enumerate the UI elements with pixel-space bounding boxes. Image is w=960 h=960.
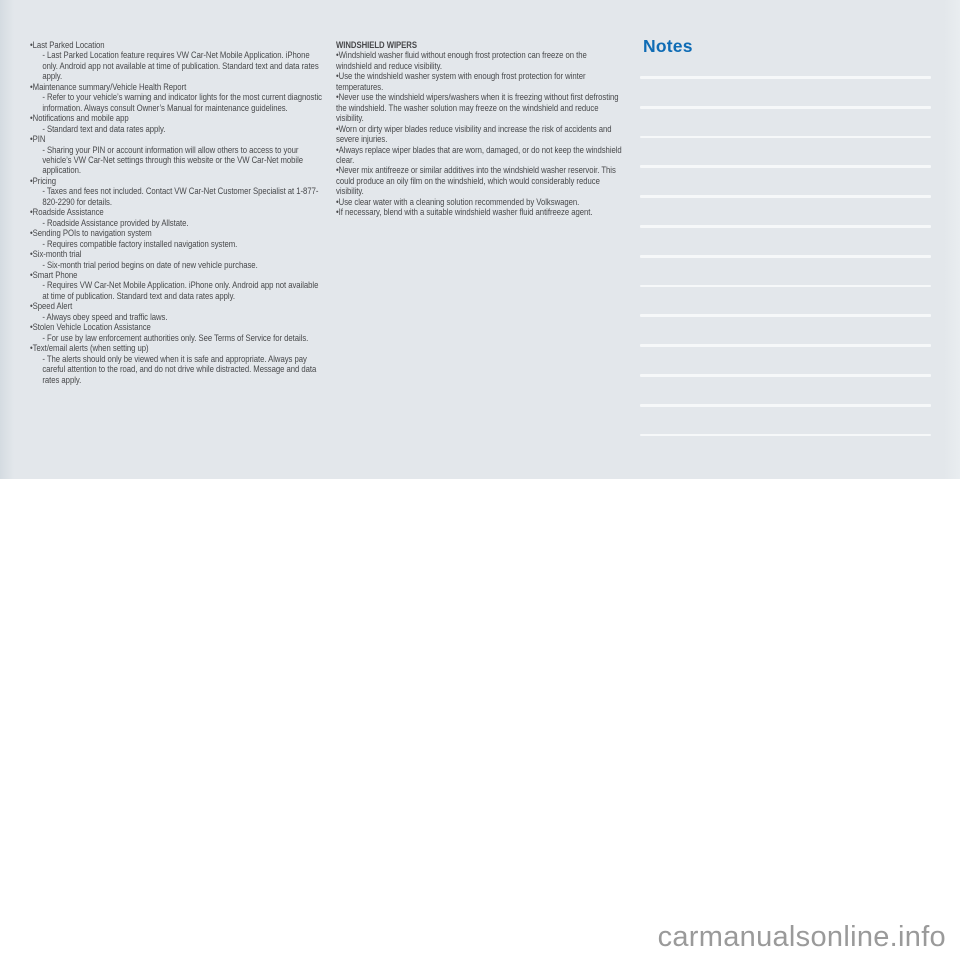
feature-item	[30, 343, 323, 385]
feature-term: • Pricing	[30, 176, 323, 186]
feature-detail: - For use by law enforcement authorities only. See Terms of Service for details.	[42, 332, 309, 343]
feature-item	[30, 82, 323, 113]
feature-item	[30, 270, 323, 301]
feature-term: • Last Parked Location	[30, 40, 323, 50]
feature-item	[30, 134, 323, 176]
feature-detail: - Six-month trial period begins on date of new vehicle purchase.	[42, 259, 258, 270]
notes-ruled-line	[640, 285, 931, 288]
feature-detail: - Sharing your PIN or account information will allow others to access to your vehicle’s VW Car-Net settings through this website or the VW Car-Net mobile application.	[42, 144, 304, 176]
feature-detail: - The alerts should only be viewed when it is safe and appropriate. Always pay careful attention to the road, and do not drive while distracted. Message and data rates apply.	[42, 353, 317, 385]
feature-detail: - Refer to your vehicle’s warning and indicator lights for the most current diagnostic information. Always consult Owner’s Manual for maintenance guidelines.	[42, 92, 322, 113]
windshield-wipers-column	[336, 40, 622, 218]
notes-heading: Notes	[643, 36, 693, 56]
notes-ruled-line	[640, 434, 931, 437]
windshield-wipers-bullet: • Windshield washer fluid without enough frost protection can freeze on the windshield and reduce visibility.	[336, 50, 622, 71]
feature-term: • Roadside Assistance	[30, 207, 323, 217]
feature-detail: - Standard text and data rates apply.	[42, 123, 166, 134]
feature-item	[30, 207, 323, 228]
feature-item	[30, 113, 323, 134]
feature-item	[30, 249, 323, 270]
notes-ruled-line	[640, 195, 931, 198]
feature-item	[30, 176, 323, 207]
feature-term: • Text/email alerts (when setting up)	[30, 343, 323, 353]
notes-ruled-line	[640, 165, 931, 168]
windshield-wipers-heading: WINDSHIELD WIPERS	[336, 40, 417, 50]
manual-page-panel	[0, 0, 960, 479]
feature-item	[30, 322, 323, 343]
feature-term: • PIN	[30, 134, 323, 144]
feature-item	[30, 40, 323, 82]
feature-term: • Six-month trial	[30, 249, 323, 259]
notes-ruled-line	[640, 106, 931, 109]
feature-detail: - Taxes and fees not included. Contact VW Car-Net Customer Specialist at 1-877-820-2290 for details.	[42, 186, 319, 207]
notes-ruled-line	[640, 225, 931, 228]
watermark-text: carmanualsonline.info	[657, 921, 946, 953]
feature-detail: - Requires VW Car-Net Mobile Application. iPhone only. Android app not available at time of publication. Standard text and data rates apply.	[42, 280, 319, 301]
windshield-wipers-bullet: • Use the windshield washer system with enough frost protection for winter temperatures.	[336, 71, 622, 92]
windshield-wipers-bullet: • Use clear water with a cleaning solution recommended by Volkswagen.	[336, 197, 622, 207]
feature-item	[30, 301, 323, 322]
feature-detail: - Requires compatible factory installed navigation system.	[42, 238, 238, 249]
notes-ruled-line	[640, 344, 931, 347]
feature-detail: - Last Parked Location feature requires VW Car-Net Mobile Application. iPhone only. Android app not available at time of publication. Standard text and data rates apply.	[42, 50, 319, 82]
notes-ruled-lines	[640, 76, 931, 463]
windshield-wipers-bullet: • Always replace wiper blades that are worn, damaged, or do not keep the windshield clear.	[336, 145, 622, 166]
feature-term: • Notifications and mobile app	[30, 113, 323, 123]
notes-ruled-line	[640, 255, 931, 258]
windshield-wipers-bullet: • Worn or dirty wiper blades reduce visibility and increase the risk of accidents and severe injuries.	[336, 124, 622, 145]
windshield-wipers-bullet: • Never use the windshield wipers/washers when it is freezing without first defrosting the windshield. The washer solution may freeze on the windshield and reduce visibility.	[336, 92, 622, 123]
notes-ruled-line	[640, 374, 931, 377]
windshield-wipers-bullet-list	[336, 50, 622, 217]
feature-list-column	[30, 40, 323, 385]
feature-term: • Stolen Vehicle Location Assistance	[30, 322, 323, 332]
feature-term: • Sending POIs to navigation system	[30, 228, 323, 238]
windshield-wipers-bullet: • If necessary, blend with a suitable windshield washer fluid antifreeze agent.	[336, 207, 622, 217]
notes-ruled-line	[640, 136, 931, 139]
feature-term: • Speed Alert	[30, 301, 323, 311]
feature-detail: - Always obey speed and traffic laws.	[42, 311, 168, 322]
feature-term: • Maintenance summary/Vehicle Health Report	[30, 82, 323, 92]
notes-ruled-line	[640, 404, 931, 407]
feature-item	[30, 228, 323, 249]
windshield-wipers-bullet: • Never mix antifreeze or similar additives into the windshield washer reservoir. This could produce an oily film on the windshield, which would considerably reduce visibility.	[336, 165, 622, 196]
feature-detail: - Roadside Assistance provided by Allstate.	[42, 217, 189, 228]
feature-term: • Smart Phone	[30, 270, 323, 280]
notes-ruled-line	[640, 314, 931, 317]
notes-ruled-line	[640, 76, 931, 79]
